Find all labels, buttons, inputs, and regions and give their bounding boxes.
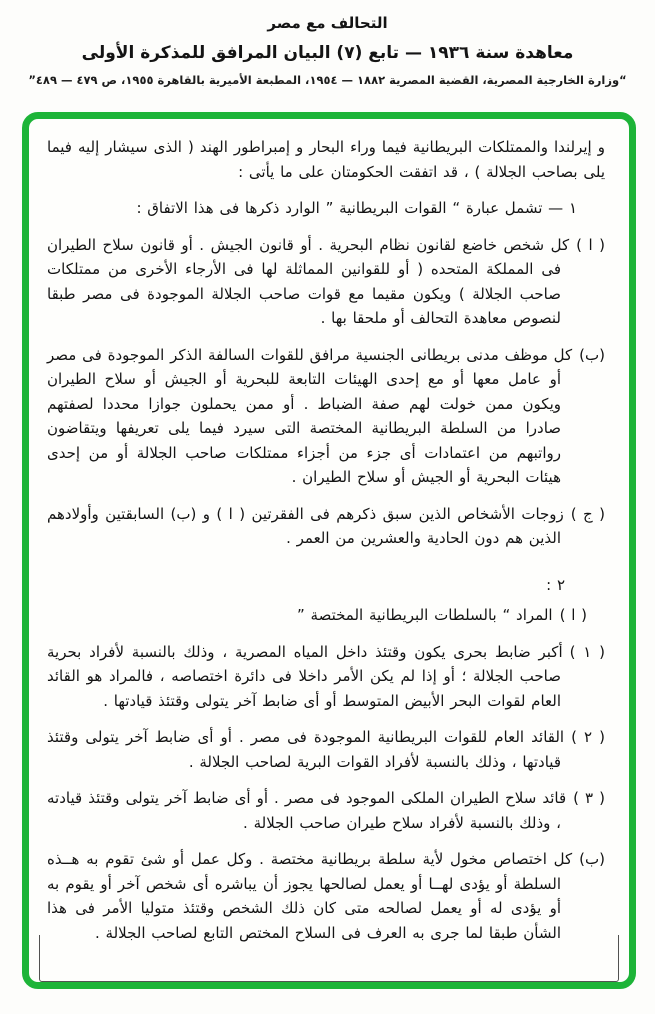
clause-2-b-text: كل اختصاص مخول لأية سلطة بريطانية مختصة . وكل عمل أو شئ تقوم به هــذه السلطة أو يؤدى لهــا أو يعمل لصالحها يجوز أن يباشره أى شخص آخر أو يقوم به أو يؤدى له أو يعمل لصالحه متى كان ذلك الشخص وقتئذ متوليا الأمر فى هذا الشأن طبقا لما جرى به العرف فى السلاح المختص التابع لصاحب الجلالة .	[47, 850, 573, 942]
document-body	[47, 135, 605, 980]
clause-1-b	[47, 343, 605, 490]
intro-paragraph: و إيرلندا والممتلكات البريطانية فيما وراء البحار و إمبراطور الهند ( الذى سيشار إليه فيما يلى بصاحب الجلالة ) ، قد اتفقت الحكومتان على ما يأتى :	[47, 138, 605, 181]
section-2-subheading-marker: ( ا )	[559, 606, 587, 624]
clause-1-a	[47, 233, 605, 331]
clause-1-a-marker: ( ا )	[576, 235, 605, 254]
clause-2-3	[47, 786, 605, 835]
clause-1-b-marker: (ب)	[579, 345, 605, 364]
clause-2-2-marker: ( ٢ )	[571, 728, 606, 746]
section-2-heading: ٢ :	[546, 575, 565, 594]
document-subtitle: معاهدة سنة ١٩٣٦ — تابع (٧) البيان المرافق للمذكرة الأولى	[81, 43, 574, 63]
document-header	[0, 14, 655, 87]
clause-1-c-marker: ( ج )	[570, 504, 605, 523]
clause-2-1-text: أكبر ضابط بحرى يكون وقتئذ داخل المياه المصرية ، وذلك بالنسبة لأفراد بحرية صاحب الجلالة ؛ أو إذا لم يكن الأمر داخلا فى دائرة اختصاصه ، فالمراد هو القائد العام لقوات البحر الأبيض المتوسط أو أى ضابط آخر يتولى وقتئذ قيادتها .	[47, 642, 563, 710]
clause-2-2-text: القائد العام للقوات البريطانية الموجودة فى مصر . أو أى ضابط آخر يتولى وقتئذ قيادتها ، وذلك بالنسبة لأفراد القوات البرية لصاحب الجلالة .	[47, 728, 565, 771]
clause-2-b	[47, 847, 605, 945]
source-citation: “وزارة الخارجية المصرية، القضية المصرية ١٨٨٢ — ١٩٥٤، المطبعة الأميرية بالقاهرة ١٩٥٥، ص ٤٧٩ — ٤٨٩”	[28, 73, 627, 87]
clause-1-a-text: كل شخص خاضع لقانون نظام البحرية . أو قانون الجيش . أو قانون سلاح الطيران فى المملكة المتحده ( أو للقوانين المماثلة لها فى الأرجاء الأخرى من ممتلكات صاحب الجلالة ) ويكون مقيما مع قوات صاحب الجلالة الموجودة فى مصر طبقا لنصوص معاهدة التحالف أو ملحقا بها .	[47, 235, 570, 327]
clause-1-c	[47, 502, 605, 551]
clause-1-b-text: كل موظف مدنى بريطانى الجنسية مرافق للقوات السالفة الذكر الموجودة فى مصر أو عامل معها أو مع إحدى الهيئات التابعة للبحرية أو الجيش أو سلاح الطيران ويكون ممن خولت لهم صفة الضباط . أو ممن يحملون جوازا محددا لصفتهم صادرا من السلطة البريطانية المختصة التى سيرد فيما يلى تعريفها ويتقاضون رواتبهم من اعتمادات أى جزء من أجزاء ممتلكات صاحب الجلالة أو من إحدى هيئات البحرية أو الجيش أو سلاح الطيران .	[47, 345, 573, 486]
clause-2-1-marker: ( ١ )	[569, 642, 605, 661]
section-1-heading: ١ — تشمل عبارة “ القوات البريطانية ” الوارد ذكرها فى هذا الاتفاق :	[136, 199, 577, 217]
section-2-subheading-text: المراد “ بالسلطات البريطانية المختصة ”	[297, 606, 553, 624]
clause-1-c-text: زوجات الأشخاص الذين سبق ذكرهم فى الفقرتين ( ا ) و (ب) السابقتين وأولادهم الذين هم دون الحادية والعشرين من العمر .	[47, 504, 564, 547]
page-title: التحالف مع مصر	[267, 14, 388, 32]
document-frame	[22, 112, 636, 989]
section-2-subheading	[47, 603, 605, 628]
clause-2-3-marker: ( ٣ )	[573, 789, 606, 807]
clause-2-3-text: قائد سلاح الطيران الملكى الموجود فى مصر . أو أى ضابط آخر يتولى وقتئذ قيادته ، وذلك بالنسبة لأفراد سلاح طيران صاحب الجلالة .	[47, 789, 567, 832]
clause-2-2	[47, 725, 605, 774]
clause-2-b-marker: (ب)	[579, 850, 605, 868]
clause-2-1	[47, 640, 605, 714]
